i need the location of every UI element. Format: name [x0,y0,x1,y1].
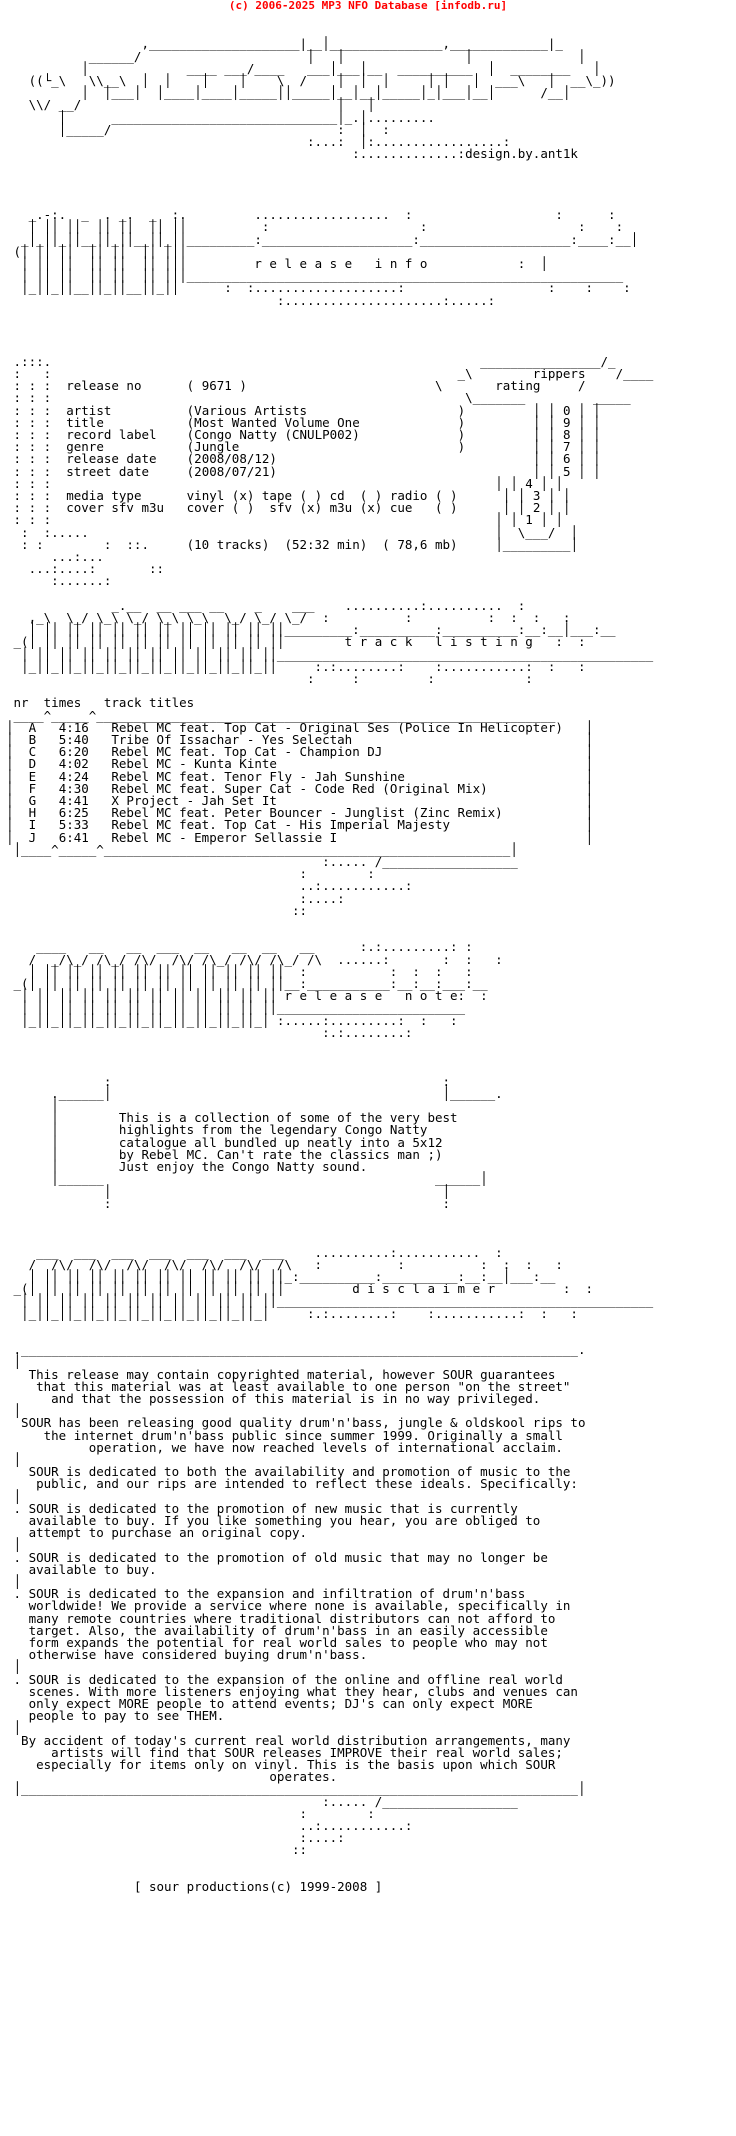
column-header-titles: track titles [103,695,195,711]
release-note-heading: r e l e a s e n o t e [284,988,458,1004]
field-label-genre: genre [66,439,187,455]
frame-art: .______│ │______. [51,1085,503,1101]
frame-art: ) [457,426,466,442]
track-nr: A [28,719,37,735]
disclaimer-paragraph: By accident of today's current real world distribution arrangements, many artists will find that SOUR releases IMPROVE their real world sales; especially for items only on vinyl. This is the basis upon which SOUR operates. [21,1732,571,1785]
track-title: Rebel MC feat. Peter Bouncer - Junglist (Zinc Remix) [111,805,503,821]
disclaimer-header-art: _(│ ││ ││ ││ ││ ││ ││ ││ ││ ││ ││ ││ [6,1281,353,1297]
frame-art: : : : [6,439,67,455]
frame-art: : : [299,1805,375,1821]
table-row: │ A 4:16 Rebel MC feat. Top Cat - Original Ses (Police In Helicopter) │ [6,719,594,735]
track-title: X Project - Jah Set It [111,793,277,808]
note-header-art: │ ││ ││ ││ ││ ││ ││ ││ ││ ││ ││ ││ [6,988,285,1004]
track-time: 6:41 [58,829,89,845]
table-row: │ D 4:02 Rebel MC - Kunta Kinte │ [6,756,594,772]
release-info-header-art: │ ││ ││ ││ ││ ││ │││__________________________________________________________ │_││_││__││_││__││_││ : :...................: : : : :.....................:.....: [21,268,631,308]
frame-art: : : : [6,487,67,503]
note-header-art: :.:........: [322,1024,413,1040]
track-time: 4:41 [58,793,89,808]
table-row: │ H 6:25 Rebel MC feat. Peter Bouncer - Junglist (Zinc Remix) │ [6,805,594,821]
track-title: Rebel MC - Emperor Sellassie I [111,829,338,845]
frame-art: : : [103,1195,451,1211]
release-info-header-art: │ ││ ││ ││ ││ ││ │││ [6,256,255,272]
track-header-art: ,_\ \_/ \_\ \_/ \_\ \_\ \_/ \_/ \_/ : : : : : : [28,609,571,625]
frame-art: │ [6,1159,119,1175]
rating-digit: : : : │ │ 4 │ │ [13,475,563,491]
field-value-release-date: (2008/08/12) [186,451,458,467]
table-rule: ____^_____^_____________________________________________________________ [13,707,556,723]
disclaimer-header-art: / /\/ /\/ /\/ /\/ /\/ /\/ /\ : : : : : : [28,1256,563,1272]
note-header-art: _(│ ││ ││ ││ ││ ││ ││ ││ ││ ││ ││ ││__:___________:__:__:___:__ [13,976,488,992]
track-nr: G [28,793,37,808]
disclaimer-paragraph: This release may contain copyrighted material, however SOUR guarantees that this material was at least available to one person "on the street" and that the possession of this material is in no way privileged. [28,1366,571,1406]
frame-art: │__________________________________________________________________________│ [13,1781,586,1797]
field-value-cover-sfv-m3u: cover ( ) sfv (x) m3u (x) cue ( ) [186,500,458,516]
frame-art: : : _\ [6,365,533,381]
field-label-release-date: release date [66,451,187,467]
track-title: Tribe Of Issachar - Yes Selectah [111,731,353,747]
frame-art: ) [457,439,466,455]
track-time: 4:16 [58,719,89,735]
frame-art: \ [246,378,496,394]
disclaimer-header-art: : : [562,1281,594,1297]
frame-art: : : : [6,402,67,418]
frame-art: : : [103,1073,451,1089]
frame-art: │ [51,1098,59,1114]
table-row: │ E 4:24 Rebel MC feat. Tenor Fly - Jah Sunshine │ [6,768,594,784]
rating-digit: │ │ 3 │ │ [502,487,571,503]
frame-art: │ [6,1134,119,1150]
rating-label: rating [495,378,541,394]
frame-art: : : [299,866,375,882]
credit-header[interactable]: (c) 2006-2025 MP3 NFO Database [infodb.ru] [228,0,508,12]
frame-art: │_________│ [495,536,578,552]
track-nr: B [28,731,37,747]
track-nr: I [28,817,37,833]
track-header-art: : : : : [307,670,533,686]
track-time: 6:25 [58,805,89,821]
track-nr: D [28,756,37,772]
field-label-media-type: media type [66,487,187,503]
track-title: Rebel MC feat. Tenor Fly - Jah Sunshine [111,768,405,784]
designer-credit: design.by.ant1k [465,146,578,162]
column-header-nr: nr [13,695,29,711]
field-value-record-label: (Congo Natty (CNULP002) [186,426,458,442]
table-row: │ C 6:20 Rebel MC feat. Top Cat - Champion DJ │ [6,744,594,760]
rating-digit: : : : │ │ 1 │ │ [13,512,563,528]
frame-art: │ [13,1354,22,1370]
field-value-street-date: (2008/07/21) [186,463,458,479]
frame-art: ) [457,402,466,418]
release-note-line: Just enjoy the Congo Natty sound. [118,1159,368,1175]
frame-art: : : : \_______ _____ [13,390,631,406]
field-label-street-date: street date [66,463,187,479]
track-time: 5:40 [58,731,89,747]
frame-art: / [578,378,586,394]
track-time: 5:33 [58,817,89,833]
frame-art: ...:... [51,548,104,564]
field-label-title: title [66,414,187,430]
release-note-line: highlights from the legendary Congo Natty [118,1122,428,1138]
rating-digit: │ │ 8 │ │ [532,426,601,442]
frame-art: : : : [6,463,67,479]
frame-art: │ [6,1146,119,1162]
column-header-times: times [43,695,82,711]
frame-art: │ [13,1451,22,1467]
frame-art: │ [6,1122,119,1138]
rating-digit: │ │ 2 │ │ [502,500,571,516]
release-summary: (10 tracks) (52:32 min) ( 78,6 mb) [186,536,458,552]
frame-art: : : : [6,451,67,467]
track-listing-heading: t r a c k l i s t i n g [344,634,533,650]
ascii-logo: ,____________________|__│_______________,_____________|_ ______/ │ │ │ │ │ ____ ___/____ ___│___│__ __________ │ ________ │ ((└_\ \\__\ │ │ │ │ \ / │ │ │ │ │ │ ___\ │ __\_)) │ │___│ │____│____│_____││_____│__│__│_____│_│___│__│ /__│ \\/ __/ │ │ │ ______________________________│_.│......... │_____/ : │ : :...: │:.................: :.............: [28,36,616,162]
frame-art: │ [6,1110,119,1126]
disclaimer-heading: d i s c l a i m e r [352,1281,496,1297]
frame-art: │______ ______│ [51,1171,488,1187]
footer-text: [ sour productions(c) 1999-2008 ] [133,1879,383,1895]
release-note-line: catalogue all bundled up neatly into a 5x12 [118,1134,443,1150]
field-label-release-no: release no [66,378,187,394]
table-row: │ B 5:40 Tribe Of Issachar - Yes Selectah │ [6,731,594,747]
disclaimer-header-art: ___ ___ ___ ___ ___ ___ ___ ..........:........... : [36,1244,503,1260]
field-label-cover-sfv-m3u: cover sfv m3u [66,500,187,516]
field-value-media-type: vinyl (x) tape ( ) cd ( ) radio ( ) [186,487,458,503]
frame-art: :..... /__________________ [322,854,518,870]
frame-art: │ [13,1488,22,1504]
release-info-heading: r e l e a s e i n f o [254,256,428,272]
track-header-art: _.__ __ ___ __ _ ___ ..........:.......... : [111,597,526,613]
field-value-artist: (Various Artists [186,402,458,418]
track-header-art: │ ││ ││ ││ ││ ││ ││ ││ ││ ││ ││ ││__________________________________________________ [21,646,654,662]
disclaimer-paragraph: . SOUR is dedicated to the promotion of new music that is currently available to buy. If you like something you hear, you are obliged to attempt to purchase an original copy. [13,1500,541,1541]
release-note-line: This is a collection of some of the very best [118,1110,458,1126]
frame-art: │ [13,1574,22,1589]
disclaimer-paragraph: SOUR is dedicated to both the availability and promotion of music to the public, and our rips are intended to reflect these ideals. Specifically: [28,1464,578,1492]
note-header-art: │ ││ ││ ││ ││ ││ ││ ││ ││ ││ ││ ││ : : : : : [28,963,473,979]
frame-art: : : : [6,426,67,442]
track-title: Rebel MC feat. Top Cat - Original Ses (Police In Helicopter) [111,719,563,735]
frame-art: :: [291,1842,308,1858]
note-header-art: : : [457,988,488,1004]
frame-art: ..:...........: [299,1818,413,1834]
field-value-title: (Most Wanted Volume One [186,414,458,430]
field-value-genre: (Jungle [186,439,458,455]
frame-art: :: [291,902,308,918]
note-header-art: │_││_││_││_││_││_││_││_││_││_││_│ :.....:.........: : : [21,1012,458,1028]
field-label-artist: artist [66,402,187,418]
disclaimer-paragraph: . SOUR is dedicated to the expansion of the online and offline real world scenes. With more listeners enjoying what they hear, clubs and venues can only expect MORE people to attend events; DJ's can only expect MORE people to pay to see THEM. [13,1671,578,1724]
frame-art: : : : ::. [6,536,187,552]
frame-art: │ │ [103,1183,451,1199]
note-header-art: │ ││ ││ ││ ││ ││ ││ ││ ││ ││ ││ ││_________________________ [21,1000,466,1016]
table-row: │ I 5:33 Rebel MC feat. Top Cat - His Imperial Majesty │ [6,817,594,833]
disclaimer-paragraph: SOUR has been releasing good quality drum'n'bass, jungle & oldskool rips to the internet drum'n'bass public since summer 1999. Originally a small operation, we have now reached levels of international acclaim. [21,1415,586,1455]
release-info-header-art: : │ [517,256,548,272]
rating-digit: │ │ 6 │ │ [532,451,601,467]
frame-art: :..... /__________________ [322,1793,518,1809]
release-info-header-art: _.-:. _ . _. _ :. .................. : : : │ ││ ││ ││ ││ ││ ││ : : : : _│_││_││__││_││__││_││_________:____________________:____________________:____:__│ (│ ││ ││ ││ ││ ││ │││ [13,207,639,259]
frame-art: :......: [51,573,112,589]
disclaimer-paragraph: . SOUR is dedicated to the promotion of old music that may no longer be available to buy. [13,1549,548,1577]
table-rule: │____^_____^______________________________________________________│ [13,841,518,857]
frame-art: │ [13,1403,22,1419]
disclaimer-header-art: │ ││ ││ ││ ││ ││ ││ ││ ││ ││ ││ ││_:__________:__________:__:__│___:__ [28,1268,556,1284]
frame-art: │ [13,1537,22,1553]
frame-art: : : : [6,378,67,394]
frame-art: :....: [299,1830,345,1846]
track-time: 4:02 [58,756,89,772]
frame-art: ...:....: :: [28,561,165,577]
track-title: Rebel MC - Kunta Kinte [111,756,277,772]
field-value-release-no: ( 9671 ) [186,378,247,394]
spacer [6,1879,134,1894]
frame-art: ..:...........: [299,878,413,894]
rating-digit: │ │ 5 │ │ [532,463,601,479]
frame-art: │ [13,1659,22,1675]
track-nr: F [28,780,37,796]
track-title: Rebel MC feat. Top Cat - Champion DJ [111,744,383,760]
rating-digit: │ │ 9 │ │ [532,414,601,430]
frame-art: : : : [6,414,67,430]
track-header-art: │_││_││_││_││_││_││_││_││_││_││_││ :.:........: :...........: : : [21,658,586,674]
track-header-art: : : [555,634,586,650]
table-row: │ J 6:41 Rebel MC - Emperor Sellassie I │ [6,829,594,845]
track-nr: H [28,805,37,821]
rippers-label: rippers [532,365,586,381]
frame-art: .__________________________________________________________________________. [13,1342,586,1358]
track-nr: E [28,768,37,784]
track-title: Rebel MC feat. Top Cat - His Imperial Majesty [111,817,451,833]
table-row: │ G 4:41 X Project - Jah Set It │ [6,793,594,808]
frame-art: :....: [299,890,345,906]
track-header-art: _(│ ││ ││ ││ ││ ││ ││ ││ ││ ││ ││ ││ [6,634,345,650]
rating-digit: │ │ 0 │ │ [532,402,601,418]
track-title: Rebel MC feat. Super Cat - Code Red (Original Mix) [111,780,488,796]
frame-art: /____ [615,365,654,381]
track-nr: J [28,829,37,845]
disclaimer-paragraph: . SOUR is dedicated to the expansion and infiltration of drum'n'bass worldwide! We provide a service where none is available, specifically in many remote countries where traditional distributors can not afford to target. Also, the availability of drum'n'bass in an easily accessible form expands the potential for real world sales to people who may not otherwise have considered buying drum'n'bass. [13,1586,571,1663]
frame-art: │ [13,1720,22,1736]
field-label-record-label: record label [66,426,187,442]
table-row: │ F 4:30 Rebel MC feat. Super Cat - Code Red (Original Mix) │ [6,780,594,796]
frame-art: ) [457,414,466,430]
track-nr: C [28,744,37,760]
disclaimer-header-art: │_││_││_││_││_││_││_││_││_││_││_│ :.:........: :...........: : : [21,1305,578,1321]
rating-digit: │ │ 7 │ │ [532,439,601,455]
track-time: 6:20 [58,744,89,760]
nfo-text [6,14,653,1893]
release-note-line: by Rebel MC. Can't rate the classics man ;) [118,1146,443,1162]
frame-art: : :..... │ \___/ │ [21,524,578,540]
note-header-art: / _/\_/ /\_/ /\/ /\/ /\_/ /\/ /\_/ /\ ......: : : : [28,951,503,967]
track-time: 4:30 [58,780,89,796]
disclaimer-header-art: │ ││ ││ ││ ││ ││ ││ ││ ││ ││ ││ ││__________________________________________________ [21,1293,654,1309]
track-header-art: │ ││ ││ ││ ││ ││ ││ ││ ││ ││ ││ ││_________:__________:__________:__:__│___:__ [28,622,616,638]
note-header-art: ____ __ __ ___ __ __ __ __ :.:.........: : [36,939,473,955]
frame-art: : : : [6,500,67,516]
track-time: 4:24 [58,768,89,784]
frame-art: .:::. ________________/_ [13,353,616,369]
